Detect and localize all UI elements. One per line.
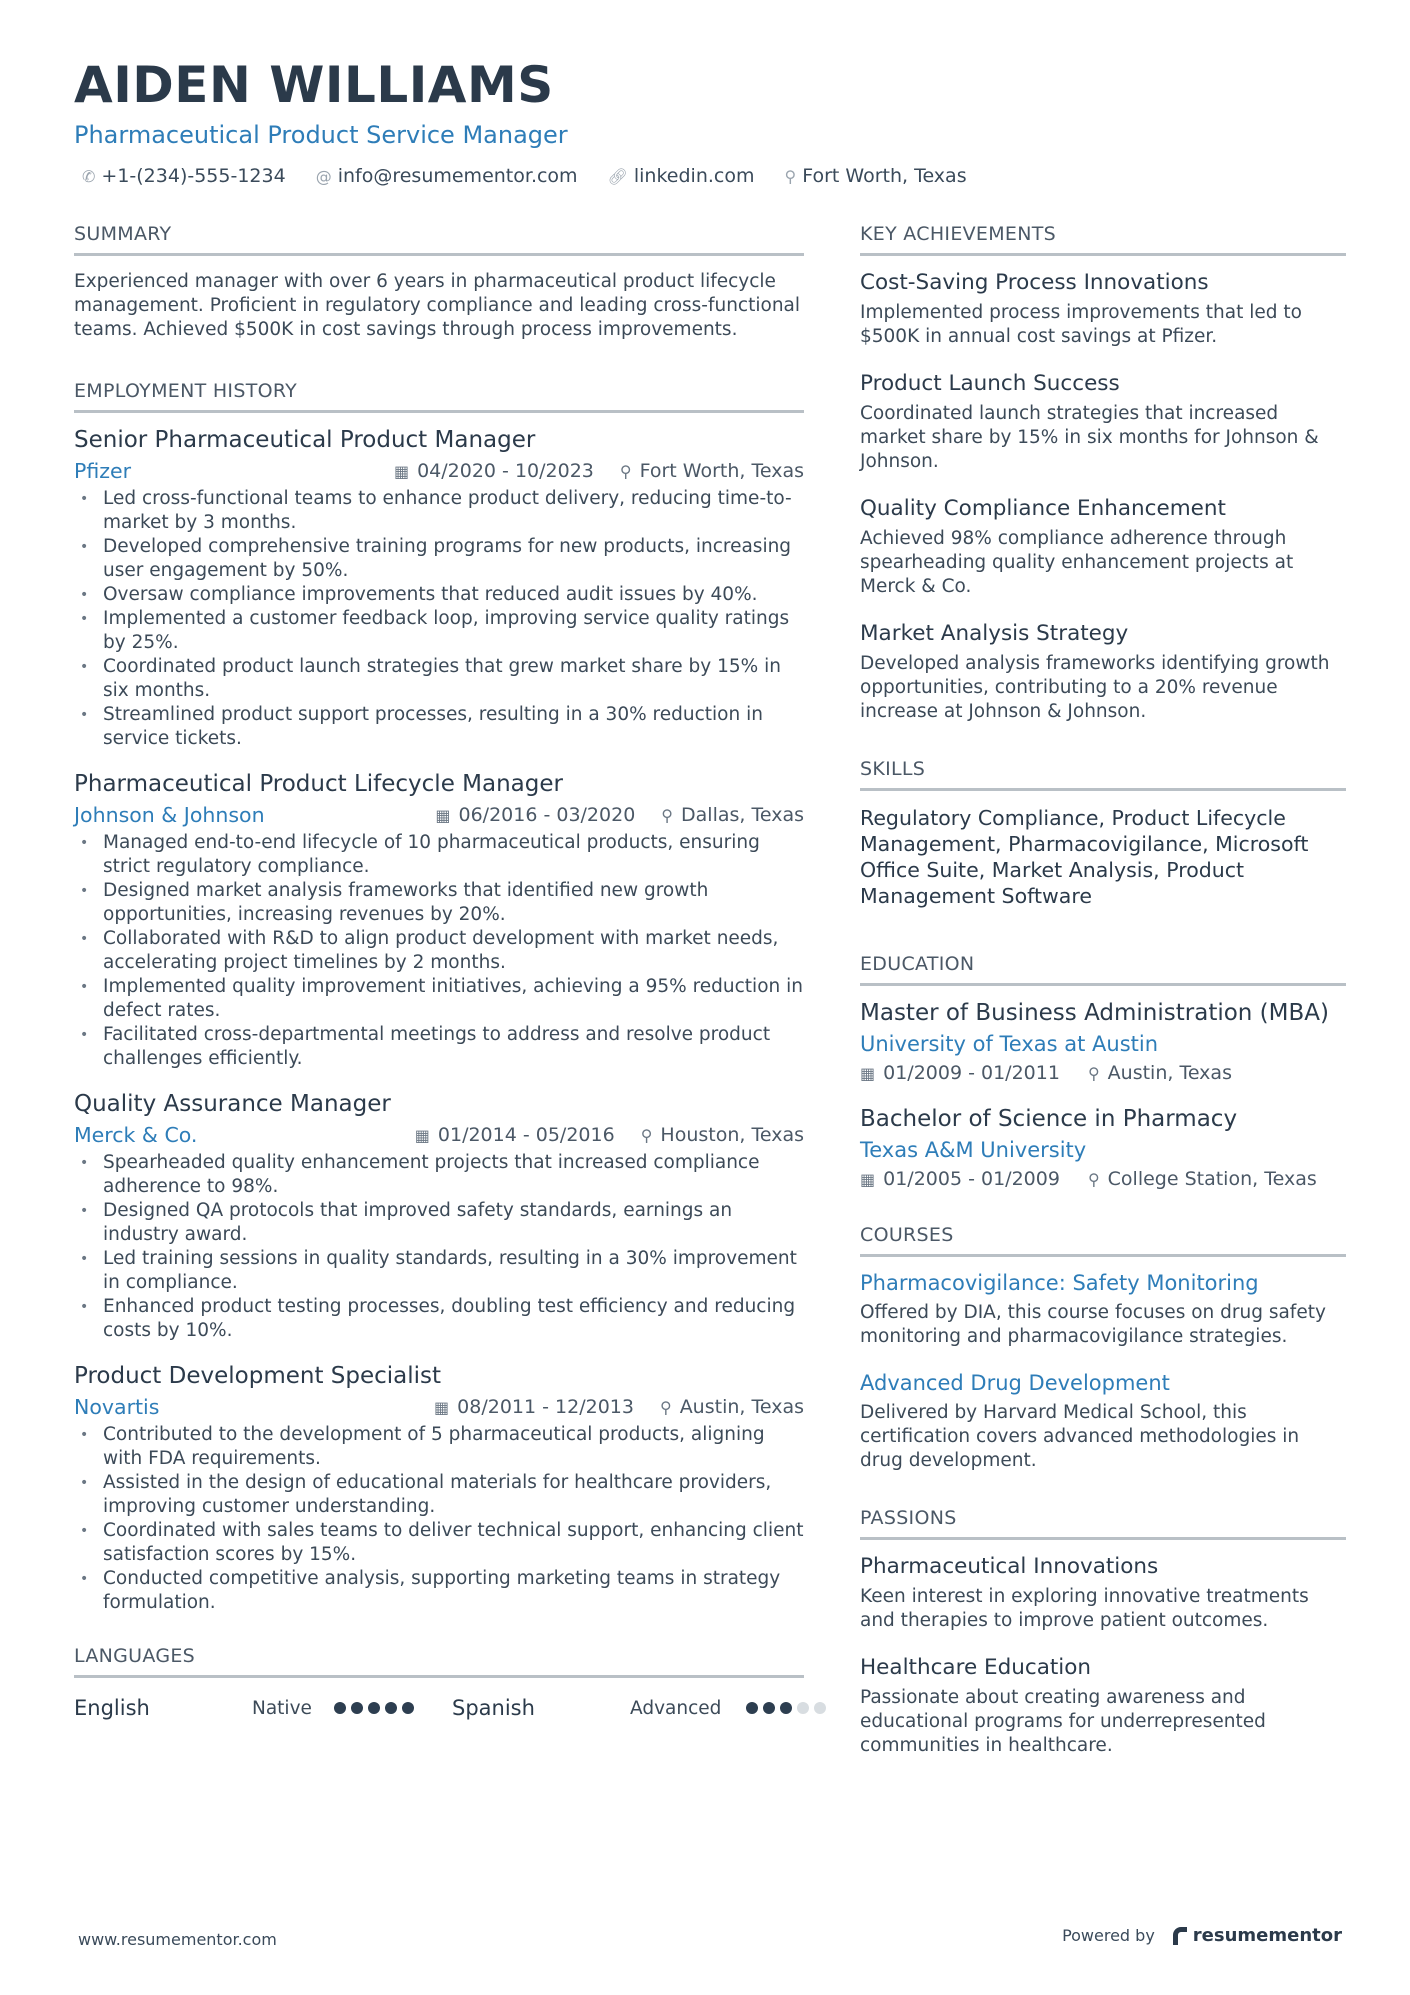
powered-by-label: Powered by [1062,1926,1155,1945]
location-pin-icon: ⚲ [659,1397,672,1417]
job-location-text: Austin, Texas [679,1396,804,1418]
brand-mark-icon [1173,1927,1187,1945]
passion-item [860,1655,1346,1758]
job-meta [74,459,804,483]
contact-email[interactable] [316,165,578,187]
job-meta-right [434,1396,804,1418]
achievement-item [860,371,1346,474]
job-location [660,1396,804,1418]
job-meta-right [394,460,804,482]
course-desc: Offered by DIA, this course focuses on drug safety monitoring and pharmacovigilance strategies. [860,1302,1326,1347]
achievements-list [860,270,1346,724]
education-list [860,1000,1346,1190]
rating-dot [385,1702,397,1714]
job-bullet: • Led cross-functional teams to enhance product delivery, reducing time-to-market by 3 months. [74,487,804,535]
link-icon: 🔗︎ [607,166,628,186]
calendar-icon: ▦ [435,805,451,825]
job-dates [434,1396,634,1418]
job-location [661,804,804,826]
section-title-summary: SUMMARY [74,223,804,256]
calendar-icon: ▦ [860,1063,876,1083]
language-item [452,1696,826,1720]
candidate-name: AIDEN WILLIAMS [74,56,554,114]
job-location-text: Fort Worth, Texas [639,460,804,482]
job-bullets [74,1151,804,1343]
location-pin-icon: ⚲ [619,461,632,481]
linkedin-text: linkedin.com [633,165,755,187]
course-item [860,1271,1346,1349]
passion-item [860,1554,1346,1633]
achievement-title: Cost-Saving Process Innovations [860,270,1209,295]
education-dates-text: 01/2009 - 01/2011 [883,1062,1060,1084]
job-bullet: • Conducted competitive analysis, supporting marketing teams in strategy formulation. [74,1567,804,1615]
job-dates-text: 06/2016 - 03/2020 [458,804,636,826]
job-bullet: • Designed QA protocols that improved safety standards, earnings an industry award. [74,1199,804,1247]
passion-desc: Passionate about creating awareness and educational programs for underrepresented communities in healthcare. [860,1687,1266,1756]
education-dates [860,1062,1060,1084]
section-title-education: EDUCATION [860,953,1346,986]
job-title: Senior Pharmaceutical Product Manager [74,427,536,453]
section-title-languages: LANGUAGES [74,1645,804,1678]
job-title: Pharmaceutical Product Lifecycle Manager [74,771,563,797]
footer-website[interactable]: www.resumementor.com [78,1930,277,1949]
job-dates-text: 08/2011 - 12/2013 [457,1396,634,1418]
rating-dot [334,1702,346,1714]
calendar-icon: ▦ [860,1169,876,1189]
achievement-item [860,621,1346,724]
job-meta-right [415,1124,804,1146]
language-rating [334,1702,414,1714]
job-entry [74,771,804,1071]
job-title: Product Development Specialist [74,1363,442,1389]
candidate-role: Pharmaceutical Product Service Manager [74,121,568,149]
passion-title: Healthcare Education [860,1655,1092,1680]
job-bullet: • Enhanced product testing processes, doubling test efficiency and reducing costs by 10%. [74,1295,804,1343]
language-level: Native [252,1697,312,1719]
job-location [641,1124,804,1146]
job-bullet: • Designed market analysis frameworks that identified new growth opportunities, increasing revenues by 20%. [74,879,804,927]
rating-dot [780,1702,792,1714]
education-school[interactable]: University of Texas at Austin [860,1032,1159,1056]
language-name: Spanish [452,1696,535,1720]
job-bullet: • Coordinated with sales teams to deliver technical support, enhancing client satisfaction scores by 15%. [74,1519,804,1567]
job-title: Quality Assurance Manager [74,1091,391,1117]
passions-list [860,1554,1346,1758]
location-pin-icon: ⚲ [1087,1169,1100,1189]
phone-text: +1-(234)-555-1234 [101,165,286,187]
calendar-icon: ▦ [434,1397,450,1417]
job-meta [74,803,804,827]
job-dates [435,804,635,826]
job-bullets [74,487,804,751]
calendar-icon: ▦ [393,461,410,481]
passion-desc: Keen interest in exploring innovative treatments and therapies to improve patient outcomes. [860,1586,1309,1631]
course-title[interactable]: Pharmacovigilance: Safety Monitoring [860,1271,1259,1295]
brand-name: resumementor [1192,1925,1342,1946]
job-entry [74,1363,804,1615]
resume-page [74,56,1346,1756]
rating-dot [814,1702,826,1714]
company-name[interactable]: Johnson & Johnson [74,803,265,827]
job-bullet: • Led training sessions in quality standards, resulting in a 30% improvement in compliance. [74,1247,804,1295]
education-location-text: College Station, Texas [1107,1168,1317,1190]
footer-branding [1062,1925,1342,1946]
location-pin-icon: ⚲ [640,1125,653,1145]
job-bullet: • Implemented a customer feedback loop, improving service quality ratings by 25%. [74,607,804,655]
education-degree: Master of Business Administration (MBA) [860,1000,1329,1026]
achievement-desc: Coordinated launch strategies that increased market share by 15% in six months for Johnson & Johnson. [860,403,1319,472]
section-title-achievements: KEY ACHIEVEMENTS [860,223,1346,256]
course-desc: Delivered by Harvard Medical School, this certification covers advanced methodologies in drug development. [860,1402,1300,1471]
email-text: info@resumementor.com [337,165,578,187]
job-bullet: • Implemented quality improvement initiatives, achieving a 95% reduction in defect rates. [74,975,804,1023]
job-bullets [74,1423,804,1615]
achievement-item [860,270,1346,349]
location-text: Fort Worth, Texas [802,165,967,187]
job-dates-text: 01/2014 - 05/2016 [437,1124,615,1146]
section-title-passions: PASSIONS [860,1507,1346,1540]
job-meta [74,1123,804,1147]
education-item [860,1106,1346,1190]
rating-dot [368,1702,380,1714]
company-name[interactable]: Merck & Co. [74,1123,198,1147]
section-title-courses: COURSES [860,1224,1346,1257]
job-bullet: • Spearheaded quality enhancement projects that increased compliance adherence to 98%. [74,1151,804,1199]
job-bullet: • Managed end-to-end lifecycle of 10 pharmaceutical products, ensuring strict regulatory compliance. [74,831,804,879]
education-location [1088,1168,1317,1190]
education-dates-text: 01/2005 - 01/2009 [883,1168,1060,1190]
job-bullet: • Facilitated cross-departmental meetings to address and resolve product challenges efficiently. [74,1023,804,1071]
contact-linkedin[interactable] [608,165,755,187]
job-entry [74,1091,804,1343]
section-title-skills: SKILLS [860,758,1346,791]
job-dates-text: 04/2020 - 10/2023 [417,460,594,482]
employment-list [74,427,804,1615]
at-icon: @ [315,166,332,186]
job-dates [415,1124,615,1146]
education-school[interactable]: Texas A&M University [860,1138,1087,1162]
job-meta-right [435,804,804,826]
job-location-text: Dallas, Texas [681,804,804,826]
rating-dot [763,1702,775,1714]
course-title[interactable]: Advanced Drug Development [860,1371,1170,1395]
rating-dot [746,1702,758,1714]
achievement-desc: Implemented process improvements that led to $500K in annual cost savings at Pfizer. [860,302,1302,347]
location-pin-icon: ⚲ [1087,1063,1100,1083]
job-location-text: Houston, Texas [660,1124,804,1146]
education-location [1088,1062,1232,1084]
job-bullets [74,831,804,1071]
job-bullet: • Contributed to the development of 5 pharmaceutical products, aligning with FDA requirements. [74,1423,804,1471]
courses-list [860,1271,1346,1473]
contact-location [785,165,967,187]
education-meta [860,1062,1346,1084]
company-name[interactable]: Novartis [74,1395,160,1419]
passion-title: Pharmaceutical Innovations [860,1554,1159,1579]
company-name[interactable]: Pfizer [74,459,132,483]
job-location [620,460,804,482]
language-level: Advanced [630,1697,722,1719]
language-item [74,1696,414,1720]
rating-dot [402,1702,414,1714]
course-item [860,1371,1346,1473]
job-meta [74,1395,804,1419]
achievement-title: Product Launch Success [860,371,1120,396]
calendar-icon: ▦ [414,1125,430,1145]
language-rating [746,1702,826,1714]
location-pin-icon: ⚲ [784,166,797,186]
job-bullet: • Assisted in the design of educational materials for healthcare providers, improving customer understanding. [74,1471,804,1519]
location-pin-icon: ⚲ [661,805,674,825]
right-column [860,223,1346,1780]
languages-list [74,1696,804,1720]
job-bullet: • Oversaw compliance improvements that reduced audit issues by 40%. [74,583,804,607]
achievement-desc: Developed analysis frameworks identifying growth opportunities, contributing to a 20% revenue increase at Johnson & Johnson. [860,653,1330,722]
achievement-item [860,496,1346,599]
phone-icon: ✆ [82,166,96,186]
achievement-title: Market Analysis Strategy [860,621,1129,646]
achievement-desc: Achieved 98% compliance adherence through spearheading quality enhancement projects at Merck & Co. [860,528,1294,597]
rating-dot [797,1702,809,1714]
job-bullet: • Coordinated product launch strategies that grew market share by 15% in six months. [74,655,804,703]
achievement-title: Quality Compliance Enhancement [860,496,1226,521]
education-item [860,1000,1346,1084]
job-dates [394,460,594,482]
section-title-employment: EMPLOYMENT HISTORY [74,380,804,413]
language-name: English [74,1696,150,1720]
job-entry [74,427,804,751]
contact-phone[interactable] [82,165,286,187]
education-dates [860,1168,1060,1190]
job-bullet: • Streamlined product support processes, resulting in a 30% reduction in service tickets. [74,703,804,751]
rating-dot [351,1702,363,1714]
education-location-text: Austin, Texas [1107,1062,1232,1084]
education-meta [860,1168,1346,1190]
summary-text: Experienced manager with over 6 years in pharmaceutical product lifecycle management. Proficient in regulatory compliance and leading cross-functional teams. Achieved $500K in cost savings through process improvements. [74,271,801,340]
job-bullet: • Developed comprehensive training programs for new products, increasing user engagement by 50%. [74,535,804,583]
brand-logo[interactable] [1173,1925,1342,1946]
contact-bar [74,165,1346,187]
job-bullet: • Collaborated with R&D to align product development with market needs, accelerating project timelines by 2 months. [74,927,804,975]
skills-text: Regulatory Compliance, Product Lifecycle Management, Pharmacovigilance, Microsoft Office Suite, Market Analysis, Product Management Software [860,806,1309,908]
left-column [74,223,804,1720]
education-degree: Bachelor of Science in Pharmacy [860,1106,1238,1132]
